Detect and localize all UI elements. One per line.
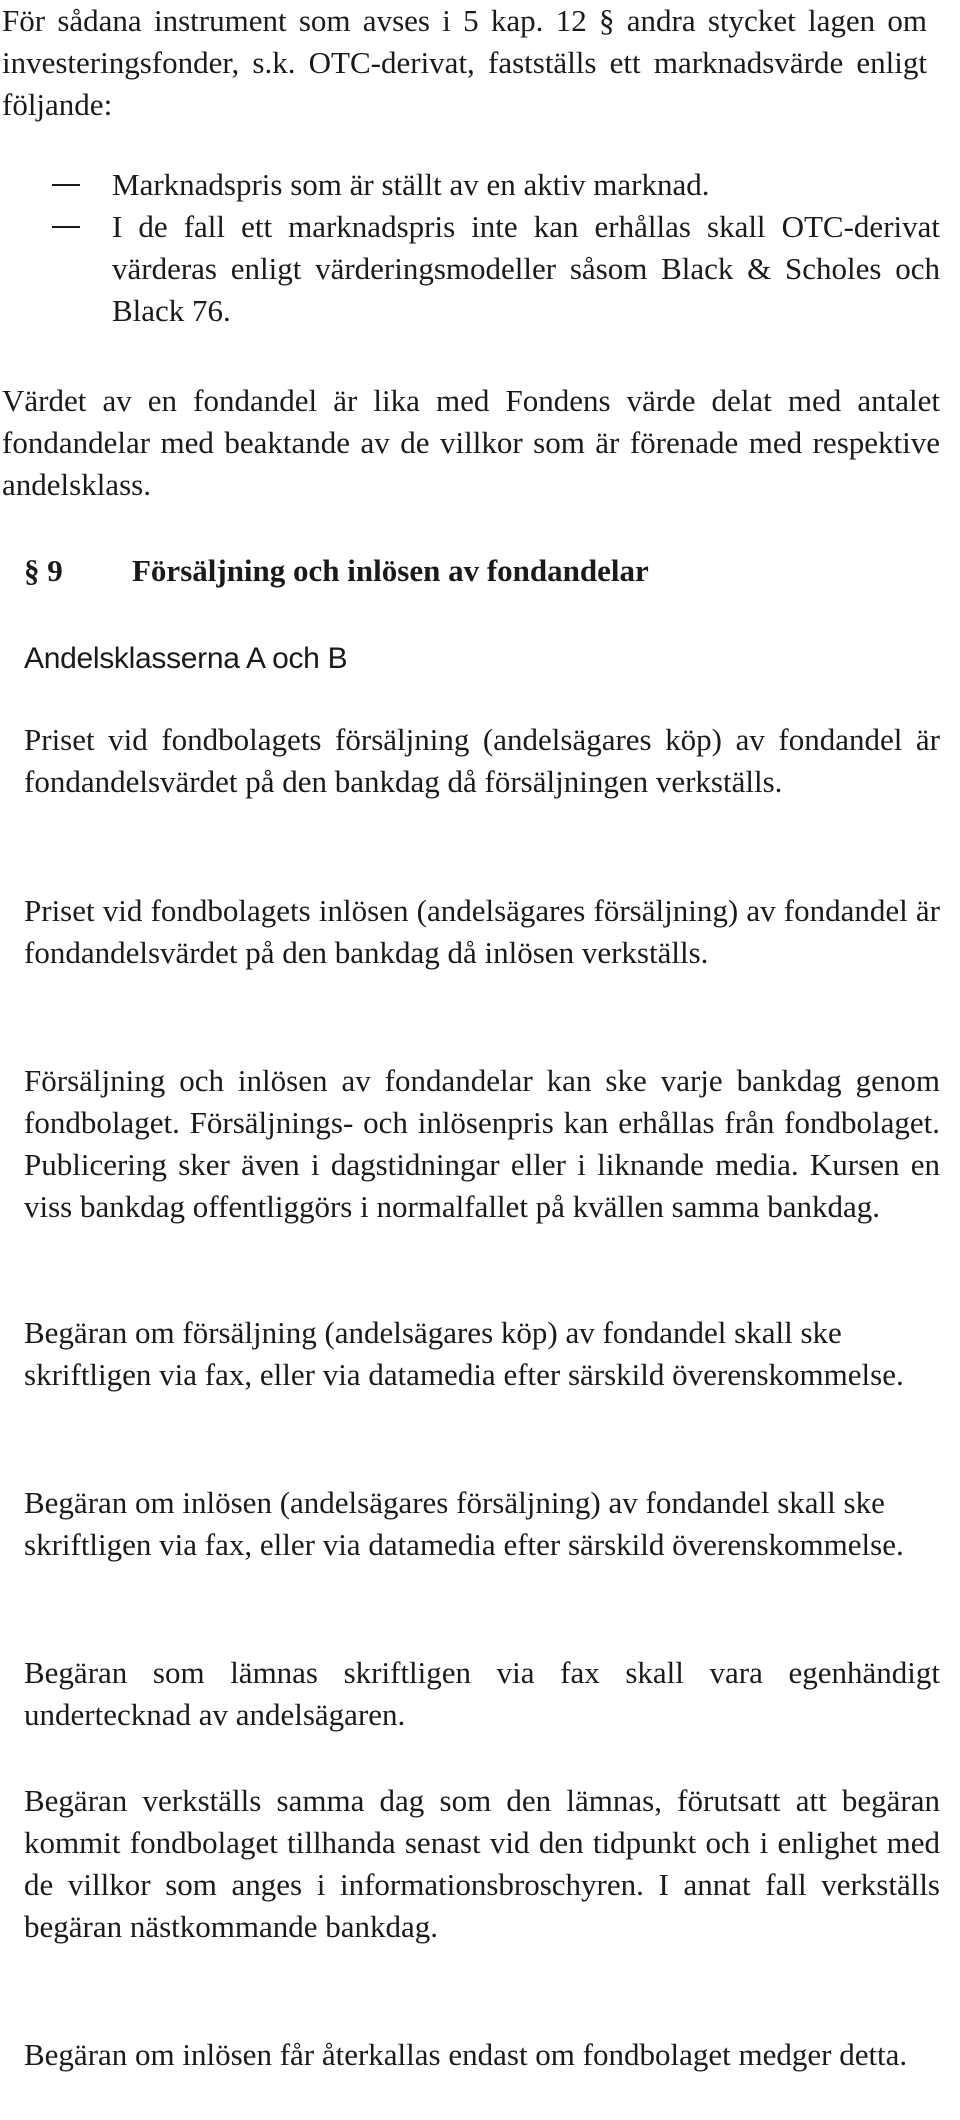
list-item — [0, 164, 940, 206]
subheading: Andelsklasserna A och B — [24, 642, 348, 675]
body-paragraph: Begäran om inlösen får återkallas endast om fondbolaget medger detta. — [24, 2037, 908, 2072]
value-paragraph: Värdet av en fondandel är lika med Fondens värde delat med antalet fondandelar med beaktande av de villkor som är förenade med respektive andelsklass. — [2, 383, 940, 502]
dash-bullet-icon — [52, 184, 80, 186]
body-paragraph: Begäran verkställs samma dag som den lämnas, förutsatt att begäran kommit fondbolaget tillhanda senast vid den tidpunkt och i enlighet med de villkor som anges i informationsbroschyren. I annat fall verkställs begäran nästkommande bankdag. — [24, 1783, 940, 1944]
list-item-text: I de fall ett marknadspris inte kan erhållas skall OTC-derivat värderas enligt värderingsmodeller såsom Black & Scholes och Black 76. — [112, 209, 940, 328]
body-paragraph: Försäljning och inlösen av fondandelar kan ske varje bankdag genom fondbolaget. Försäljnings- och inlösenpris kan erhållas från fondbolaget. Publicering sker även i dagstidningar eller i liknande media. Kursen en viss bankdag offentliggörs i normalfallet på kvällen samma bankdag. — [24, 1063, 940, 1224]
body-paragraph: Begäran om inlösen (andelsägares försäljning) av fondandel skall ske skriftligen via fax, eller via datamedia efter särskild överenskommelse. — [24, 1485, 904, 1562]
list-item-text: Marknadspris som är ställt av en aktiv marknad. — [112, 167, 710, 202]
intro-paragraph: För sådana instrument som avses i 5 kap. 12 § andra stycket lagen om investeringsfonder, s.k. OTC-derivat, fastställs ett marknadsvärde enligt följande: — [2, 3, 927, 122]
body-paragraph: Priset vid fondbolagets försäljning (andelsägares köp) av fondandel är fondandelsvärdet på den bankdag då försäljningen verkställs. — [24, 722, 940, 799]
body-paragraph: Begäran om försäljning (andelsägares köp) av fondandel skall ske skriftligen via fax, eller via datamedia efter särskild överenskommelse. — [24, 1315, 904, 1392]
body-paragraph: Priset vid fondbolagets inlösen (andelsägares försäljning) av fondandel är fondandelsvärdet på den bankdag då inlösen verkställs. — [24, 893, 940, 970]
section-heading — [24, 550, 924, 592]
valuation-list — [0, 164, 940, 332]
section-number: § 9 — [24, 553, 63, 588]
list-item — [0, 206, 940, 332]
body-paragraph: Begäran som lämnas skriftligen via fax skall vara egenhändigt undertecknad av andelsägaren. — [24, 1655, 940, 1732]
section-title: Försäljning och inlösen av fondandelar — [132, 553, 649, 588]
dash-bullet-icon — [52, 226, 80, 228]
